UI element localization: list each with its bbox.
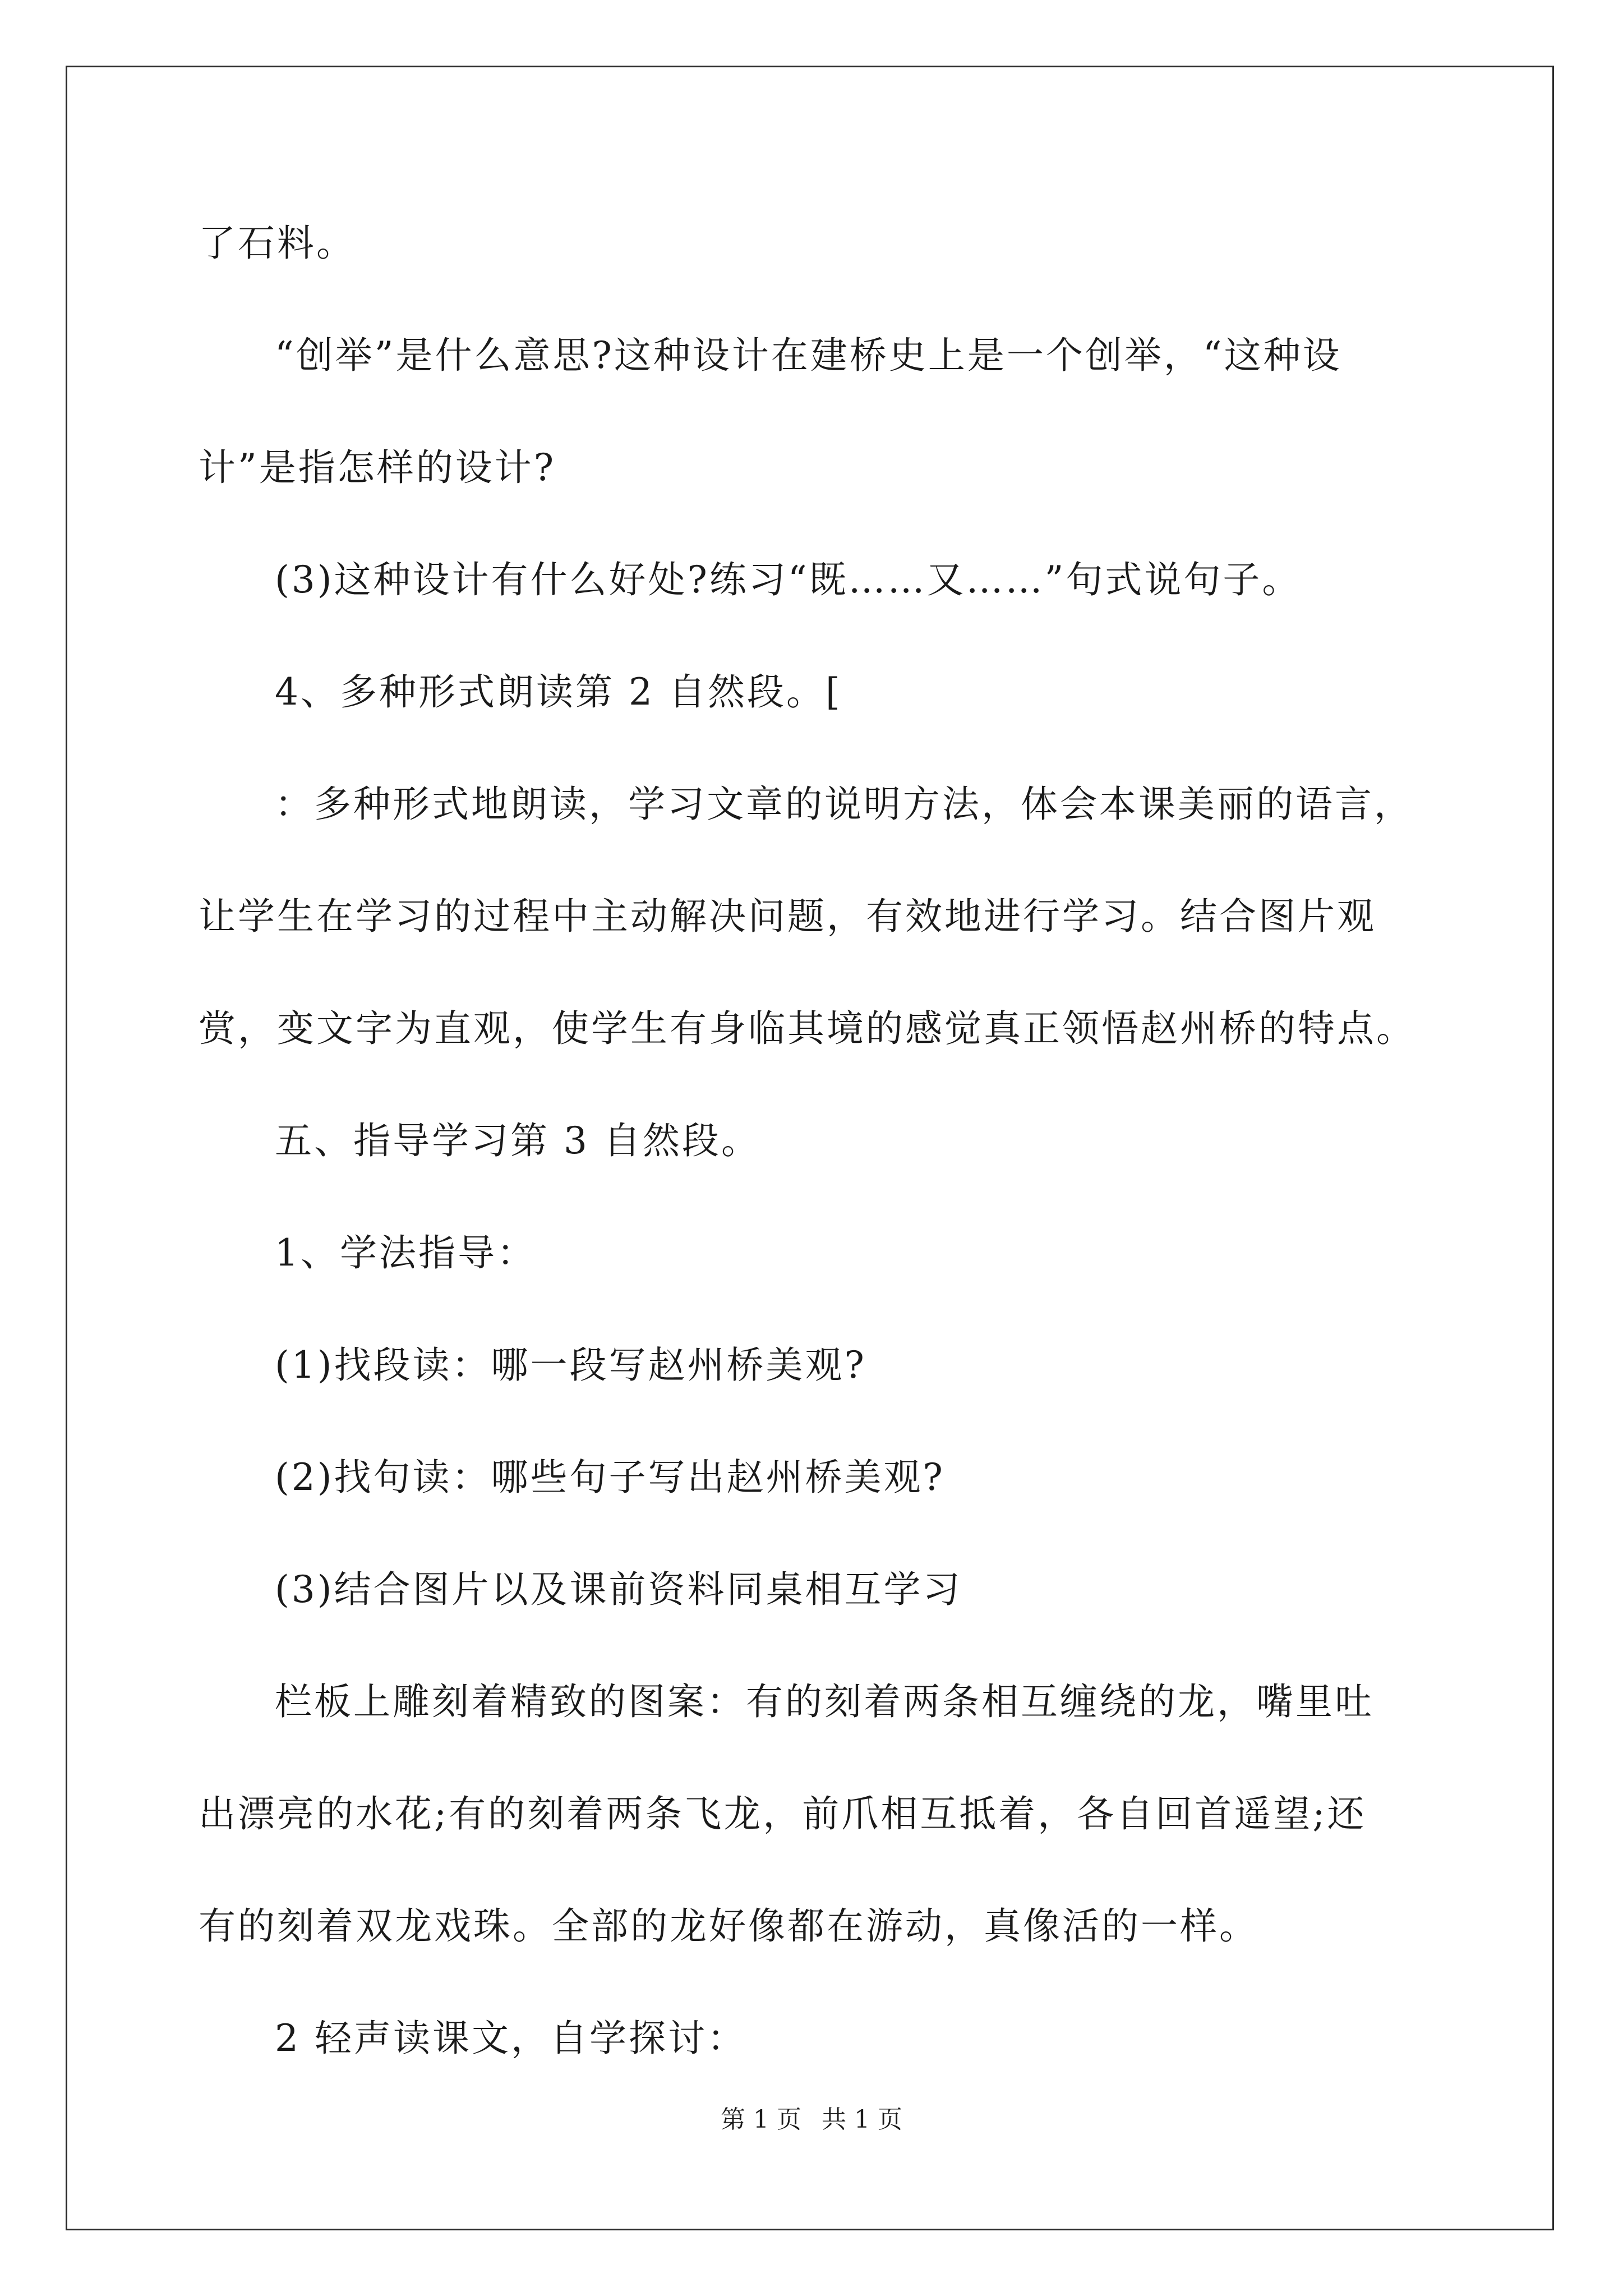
paragraph-line: 出漂亮的水花;有的刻着两条飞龙，前爪相互抵着，各自回首遥望;还 [199, 1792, 1367, 1835]
paragraph-line: 五、指导学习第 3 自然段。 [275, 1119, 760, 1162]
paragraph-line: 1、学法指导： [275, 1231, 536, 1274]
paragraph-line: (3)结合图片以及课前资料同桌相互学习 [275, 1568, 962, 1611]
paragraph-line: 计”是指怎样的设计? [199, 446, 556, 489]
paragraph-line: 4、多种形式朗读第 2 自然段。[ [275, 670, 842, 714]
page-footer [0, 2105, 1623, 2135]
paragraph-line: 赏，变文字为直观，使学生有身临其境的感觉真正领悟赵州桥的特点。 [199, 1007, 1415, 1050]
paragraph-line: 栏板上雕刻着精致的图案：有的刻着两条相互缠绕的龙，嘴里吐 [275, 1680, 1374, 1723]
page-number: 第 1 页 [721, 2105, 801, 2134]
paragraph-line: 2 轻声读课文，自学探讨： [275, 2017, 746, 2060]
paragraph-line: (3)这种设计有什么好处?练习“既……又……”句式说句子。 [275, 558, 1302, 601]
paragraph-line: “创举”是什么意思?这种设计在建桥史上是一个创举，“这种设 [275, 334, 1342, 377]
paragraph-line: 了石料。 [199, 222, 356, 265]
paragraph-line: ：多种形式地朗读，学习文章的说明方法，体会本课美丽的语言， [275, 783, 1413, 826]
paragraph-line: (2)找句读：哪些句子写出赵州桥美观? [275, 1456, 945, 1499]
page-total: 共 1 页 [822, 2105, 902, 2134]
paragraph-line: (1)找段读：哪一段写赵州桥美观? [275, 1343, 866, 1387]
paragraph-line: 让学生在学习的过程中主动解决问题，有效地进行学习。结合图片观 [199, 895, 1376, 938]
paragraph-line: 有的刻着双龙戏珠。全部的龙好像都在游动，真像活的一样。 [199, 1904, 1258, 1948]
